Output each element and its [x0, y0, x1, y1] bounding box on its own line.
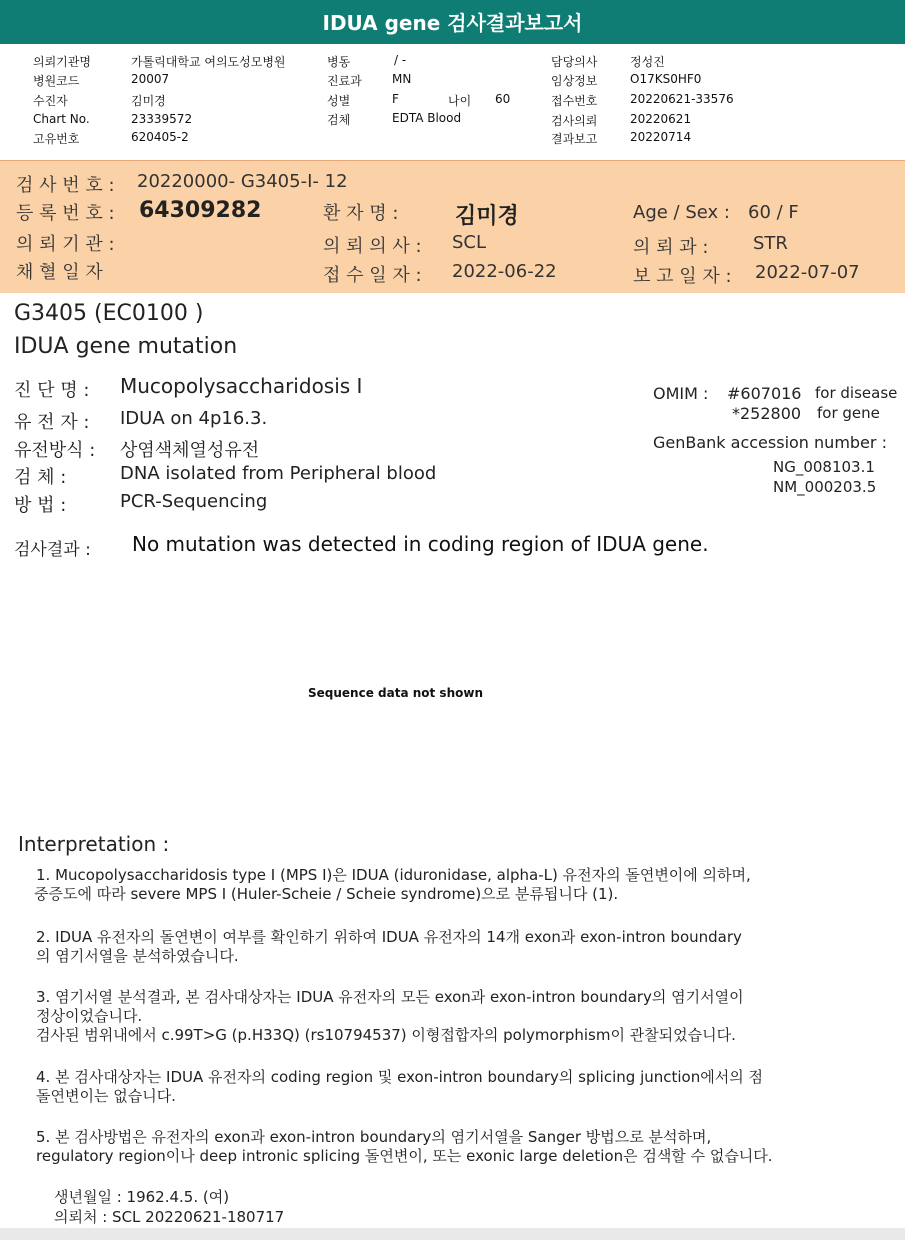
header-label: 진료과 [327, 74, 362, 88]
omim-gene-for: for gene [817, 404, 880, 422]
dept-value: STR [753, 233, 788, 254]
header-label: 검체 [327, 113, 351, 127]
test-code: G3405 (EC0100 ) [14, 301, 204, 326]
interpretation-line: 검사된 범위내에서 c.99T>G (p.H33Q) (rs10794537) 이형접합자의 polymorphism이 관찰되었습니다. [36, 1026, 736, 1044]
age-label: 나이 [448, 94, 472, 108]
interpretation-line: 3. 염기서열 분석결과, 본 검사대상자는 IDUA 유전자의 모든 exon과 exon-intron boundary의 염기서열이 [36, 988, 744, 1006]
institution-label: 의 뢰 기 관 : [16, 234, 115, 255]
omim-disease-for: for disease [815, 384, 898, 402]
omim-disease-id: #607016 [727, 384, 802, 403]
interpretation-line: 2. IDUA 유전자의 돌연변이 여부를 확인하기 위하여 IDUA 유전자의 14개 exon과 exon-intron boundary [36, 928, 742, 946]
report-title: IDUA gene 검사결과보고서 [0, 0, 905, 44]
diagnosis-label: 진 단 명 : [14, 380, 90, 401]
reg-no-value: 64309282 [139, 198, 262, 223]
header-value: 20220621-33576 [630, 92, 734, 106]
dept-label: 의 뢰 과 : [633, 237, 709, 258]
genbank-accession-2: NM_000203.5 [773, 478, 877, 496]
header-value: 20220714 [630, 130, 692, 144]
result-label: 검사결과 : [14, 540, 91, 560]
header-label: 성별 [327, 94, 351, 108]
interpretation-item-3 [36, 988, 886, 1045]
test-no-value: 20220000- G3405-I- 12 [137, 171, 348, 192]
report-date-value: 2022-07-07 [755, 262, 860, 283]
header-label: 담당의사 [551, 55, 598, 69]
header-value: MN [392, 72, 412, 86]
header-value: 김미경 [131, 94, 166, 108]
header-label: 검사의뢰 [551, 114, 598, 128]
omim-gene-id: *252800 [732, 404, 802, 423]
test-no-label: 검 사 번 호 : [16, 175, 115, 196]
header-value: 정성진 [630, 55, 665, 69]
header-value: 620405-2 [131, 130, 189, 144]
doctor-label: 의 뢰 의 사 : [323, 236, 422, 257]
inheritance-label: 유전방식 : [14, 440, 96, 461]
result-value: No mutation was detected in coding region of IDUA gene. [132, 532, 709, 556]
interpretation-line: 중증도에 따라 severe MPS I (Huler-Scheie / Scheie syndrome)으로 분류됩니다 (1). [34, 885, 619, 903]
patient-label: 환 자 명 : [323, 203, 399, 224]
birth-date: 생년월일 : 1962.4.5. (여) [54, 1188, 230, 1206]
reg-no-label: 등 록 번 호 : [16, 203, 115, 224]
header-value: 20220621 [630, 112, 692, 126]
inheritance-value: 상염색체열성유전 [120, 440, 260, 461]
header-label: 결과보고 [551, 132, 598, 146]
interpretation-line: 정상이었습니다. [36, 1007, 143, 1025]
interpretation-item-2 [36, 928, 886, 966]
gene-value: IDUA on 4p16.3. [120, 408, 268, 429]
page-bottom-strip [0, 1228, 905, 1240]
age-value: 60 [495, 92, 511, 106]
genbank-accession-1: NG_008103.1 [773, 458, 875, 476]
receive-date-value: 2022-06-22 [452, 261, 557, 282]
referrer: 의뢰처 : SCL 20220621-180717 [54, 1208, 285, 1226]
method-label: 방 법 : [14, 495, 67, 516]
header-label: 의뢰기관명 [33, 55, 91, 69]
interpretation-item-5 [36, 1128, 886, 1166]
agesex-value: 60 / F [748, 202, 799, 223]
header-label: Chart No. [33, 112, 90, 126]
header-label: 고유번호 [33, 132, 80, 146]
interpretation-line: 5. 본 검사방법은 유전자의 exon과 exon-intron boundary의 염기서열을 Sanger 방법으로 분석하며, [36, 1128, 712, 1146]
header-value: / - [394, 53, 407, 67]
header-label: 임상정보 [551, 74, 598, 88]
omim-label: OMIM : [653, 384, 709, 403]
interpretation-line: 1. Mucopolysaccharidosis type I (MPS I)은 IDUA (iduronidase, alpha-L) 유전자의 돌연변이에 의하며, [36, 866, 751, 884]
interpretation-heading: Interpretation : [18, 832, 170, 856]
method-value: PCR-Sequencing [120, 491, 268, 512]
gene-label: 유 전 자 : [14, 412, 90, 433]
genbank-label: GenBank accession number : [653, 433, 887, 452]
doctor-value: SCL [452, 232, 487, 253]
report-date-label: 보 고 일 자 : [633, 266, 732, 287]
interpretation-line: 의 염기서열을 분석하였습니다. [36, 947, 239, 965]
agesex-label: Age / Sex : [633, 202, 730, 223]
header-label: 병원코드 [33, 74, 80, 88]
header-value: 20007 [131, 72, 170, 86]
header-label: 병동 [327, 55, 351, 69]
specimen-label: 검 체 : [14, 467, 67, 488]
specimen-value: DNA isolated from Peripheral blood [120, 463, 437, 484]
interpretation-line: 4. 본 검사대상자는 IDUA 유전자의 coding region 및 exon-intron boundary의 splicing junction에서의 점 [36, 1068, 763, 1086]
test-name: IDUA gene mutation [14, 334, 238, 359]
sequence-note: Sequence data not shown [308, 686, 483, 700]
draw-date-label: 채 혈 일 자 [16, 262, 103, 283]
interpretation-item-1 [36, 866, 886, 904]
header-label: 수진자 [33, 94, 68, 108]
interpretation-line: 돌연변이는 없습니다. [36, 1087, 176, 1105]
header-value: 가톨릭대학교 여의도성모병원 [131, 55, 286, 69]
header-label: 접수번호 [551, 94, 598, 108]
header-value: F [392, 92, 399, 106]
diagnosis-value: Mucopolysaccharidosis I [120, 374, 363, 398]
header-value: EDTA Blood [392, 111, 462, 125]
header-value: O17KS0HF0 [630, 72, 702, 86]
patient-value: 김미경 [455, 204, 519, 229]
header-value: 23339572 [131, 112, 193, 126]
interpretation-item-4 [36, 1068, 886, 1106]
interpretation-line: regulatory region이나 deep intronic splicing 돌연변이, 또는 exonic large deletion은 검색할 수 없습니다. [36, 1147, 773, 1165]
receive-date-label: 접 수 일 자 : [323, 265, 422, 286]
